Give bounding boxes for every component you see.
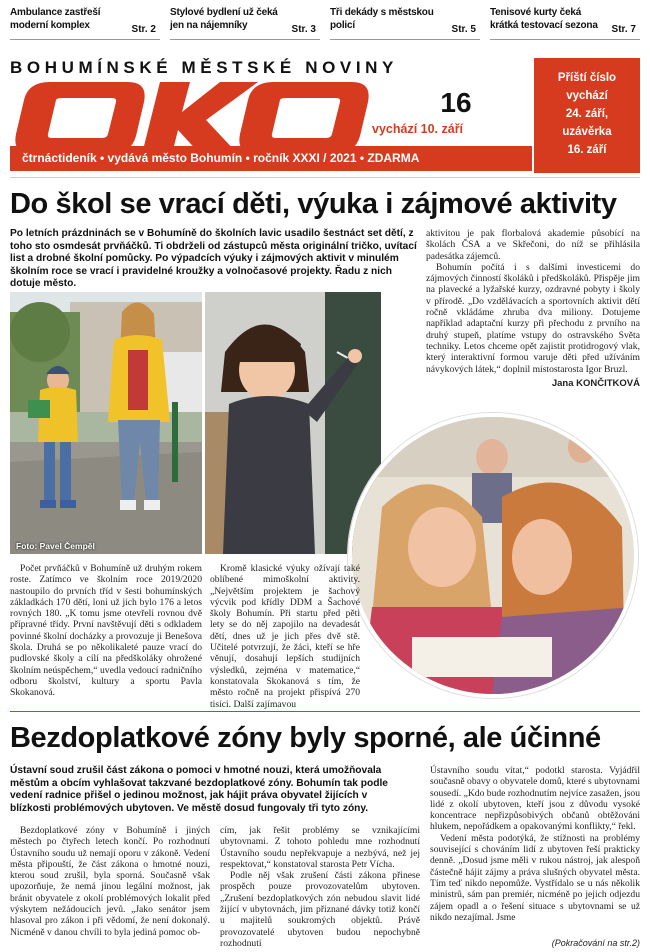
teaser-title: Tenisové kurty čeká krátká testovací sezona [490, 7, 598, 31]
next-issue-line: uzávěrka [562, 126, 612, 138]
article1-headline[interactable]: Do škol se vrací děti, výuka i zájmové aktivity [10, 188, 617, 220]
photo-kids-circle [348, 413, 638, 698]
oko-logo [10, 76, 450, 156]
teaser-page: Str. 5 [451, 24, 476, 35]
teaser-page: Str. 7 [611, 24, 636, 35]
publish-date: vychází 10. září [372, 122, 464, 136]
paragraph: Kromě klasické výuky ožívají také oblíbené mimoškolní aktivity. „Největším projektem je šachový výcvik pod křídly DDM a Šachové školy Bohumín. Při startu před pěti lety se do něj zapojilo na devadesát dětí, dnes už je jich přes dvě stě. Učitelé potvrzují, že žáci, kteří se hře věnují, dosahují lepších studijních výsledků, zejména v matematice,“ konstatovala Skokanová s tím, že město ročně na projekt přispívá 270 tisíci. Další zajímavou [210, 563, 360, 710]
paragraph: Vedení města podotýká, že stížnosti na problémy související s chováním lidí z ubytoven řeší prakticky denně. „Dosud jsme měli v rukou nástroj, jak alespoň částečně hájit zájmy a práva slušných obyvatel města. Tím teď nikdo nepomůže. Vystřídalo se u nás několik ministrů, sám pan premiér, nicméně po jejich odjezdu zájem opadl a o řešení situace s ubytovnami se už nikdo nezajímal. Jsme [430, 832, 640, 923]
teaser-page: Str. 2 [131, 24, 156, 35]
paragraph: aktivitou je pak florbalová akademie působící na školách ČSA a ve Skřečoni, do níž se přihlásila padesátka zájemců. [426, 228, 640, 262]
next-issue-box [534, 58, 640, 173]
article2-lead: Ústavní soud zrušil část zákona o pomoci v hmotné nouzi, která umožňovala městům a obcím vyhlašovat takzvané bezdoplatkové zóny. Bohumín tak podle vedení radnice přišel o jedinou možnost, jak hájit práva obyvatel žijících v blízkosti problémových ubytoven. Ve městě dosud fungovaly tři tyto zóny. [10, 765, 388, 814]
article1-column-right [426, 228, 640, 389]
next-issue-line: 24. září, [565, 108, 609, 120]
teaser-bar [10, 6, 640, 40]
paragraph: Podle něj však zrušení části zákona přinese prospěch pouze provozovatelům ubytoven. „Zrušení bezdoplatkových zón nebudou slavit lidé žijící v ubytovnách, jim přiznané dávky totiž končí u majitelů soukromých objektů. Právě provozovatelé ubytoven budou nepochybně rozhodnutí [220, 870, 420, 949]
teaser-item[interactable] [330, 6, 480, 40]
article2-column-a [10, 825, 210, 938]
next-issue-line: vychází [566, 90, 608, 102]
masthead-band: čtrnáctideník • vydává město Bohumín • ročník XXXI / 2021 • ZDARMA [10, 146, 532, 171]
paragraph: cím, jak řešit problémy se vznikajícími ubytovnami. Z tohoto pohledu mne rozhodnutí Ústavního soudu nepřekvapuje a nezbývá, než jej respektovat,“ konstatoval starosta Petr Vícha. [220, 825, 420, 870]
paragraph: Bezdoplatkové zóny v Bohumíně i jiných městech po čtyřech letech končí. Po rozhodnutí Ústavního soudu už nemají oporu v zákoně. Vedení města připouští, že část zákona o hmotné nouzi, kterou soud zrušil, byla sporná. Současně však upozorňuje, že nemá jinou legální možnost, jak bránit obyvatele z okolí problémových lokalit před výskytem nežádoucích jevů. „Jako senátor jsem hlasoval pro zákon i při vědomí, že není dokonalý. Nicméně v danou chvíli to byla jediná pomoc ob- [10, 825, 210, 938]
paragraph: Bohumín počítá i s dalšími investicemi do zájmových činností školáků i předškoláků. Přispěje jim na plavecké a lyžařské kurzy, ozdravné pobyty i školy v přírodě. „Do vzdělávacích a sportovních aktivit dětí ročně vkládáme zhruba dva miliony. Dotujeme například adaptační kurzy při přechodu z prvního na druhý stupeň, platíme vstupy do ostravského Světa techniky. Letos chceme opět zajistit protidrogový vlak, který interaktivní formou varuje děti před užíváním návykových látek,“ doplnil místostarosta Igor Bruzl. [426, 261, 640, 375]
paragraph: Ústavního soudu vítat,“ podotkl starosta. Vyjádřil současně obavy o obyvatele domů, které s ubytovnami sousedí. „Kdo bude rozhodnutím nejvíce zasažen, jsou lidé z okolí ubytoven, kteří jsou z důvodu vysoké koncentrace nepřizpůsobivých občanů obtěžováni hlukem, nepořádkem a opakovanými konflikty,“ řekl. [430, 765, 640, 833]
issue-number: 16 [430, 80, 482, 126]
continued-note[interactable]: (Pokračování na str.2) [551, 938, 640, 948]
article1-column-a [10, 563, 202, 699]
photo-first-day [10, 292, 202, 554]
masthead-title: BOHUMÍNSKÉ MĚSTSKÉ NOVINY [10, 58, 398, 77]
teaser-title: Stylové bydlení už čeká jen na nájemníky [170, 7, 278, 31]
author-byline: Jana KONČITKOVÁ [551, 377, 640, 389]
article1-column-b [210, 563, 360, 710]
teaser-title: Ambulance zastřeší moderní komplex [10, 7, 101, 31]
next-issue-line: 16. září [567, 144, 607, 156]
next-issue-line: Příští číslo [557, 72, 617, 84]
teaser-title: Tři dekády s městskou policí [330, 7, 434, 31]
article2-headline[interactable]: Bezdoplatkové zóny byly sporné, ale účinné [10, 722, 601, 754]
article2-column-c [430, 765, 640, 923]
divider [10, 711, 640, 712]
teaser-item[interactable] [170, 6, 320, 40]
paragraph: Počet prvňáčků v Bohumíně už druhým rokem roste. Zatímco ve školním roce 2019/2020 nastoupilo do prvních tříd v šesti bohumínských základkách 170 dětí, loni už jich bylo 176 a letos rovných 180. „K tomu jsme otevřeli rovnou dvě přípravné třídy. První navštěvují děti s odkladem povinné školní docházky a provozuje ji Benešova škola. Druhá se po několikaleté pauze vrací do pudlovské školy a cílí na předškoláky ohrožené školním neúspěchem,“ uvedla vedoucí radničního odboru školství, kultury a sportu Pavla Skokanová. [10, 563, 202, 699]
teaser-item[interactable] [490, 6, 640, 40]
teaser-item[interactable] [10, 6, 160, 40]
teaser-page: Str. 3 [291, 24, 316, 35]
masthead [10, 58, 532, 173]
photo-caption: Foto: Pavel Čempěl [16, 541, 95, 551]
article2-column-b [220, 825, 420, 949]
article1-lead: Po letních prázdninách se v Bohumíně do školních lavic usadilo šestnáct set dětí, z toho sto osmdesát prvňáčků. Ti obdrželi od zástupců města originální tričko, uvítací list a drobné školní pomůcky. Po výpadcích výuky i zájmových aktivit v minulém školním roce se vrací i pravidelné kroužky a volnočasové projekty. Řadu z nich dotuje město. [10, 228, 417, 290]
divider [10, 177, 640, 178]
